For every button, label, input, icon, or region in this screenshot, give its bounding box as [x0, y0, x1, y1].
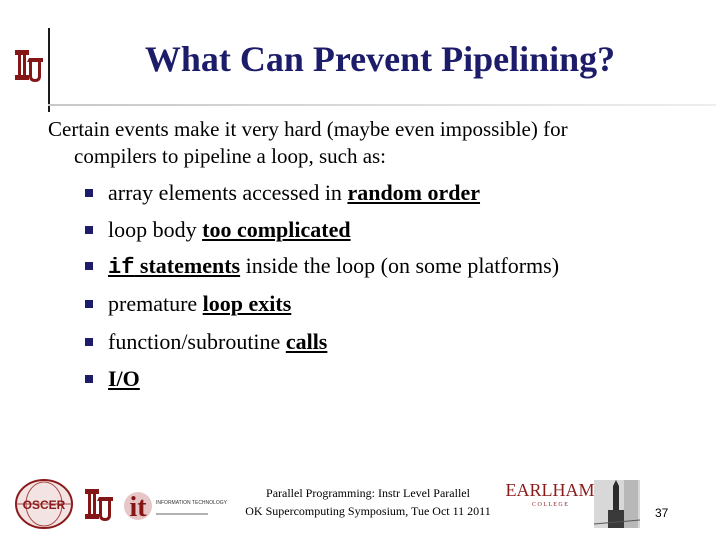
bullet-emphasis: too complicated [202, 217, 351, 242]
footer-line-1: Parallel Programming: Instr Level Parallel [266, 486, 470, 500]
ou-footer-logo-icon [82, 482, 116, 526]
bullet-text: loop body [108, 217, 203, 242]
page-number: 37 [655, 506, 669, 520]
bullet-code-keyword: if [108, 255, 135, 280]
svg-text:INFORMATION TECHNOLOGY: INFORMATION TECHNOLOGY [156, 500, 227, 506]
intro-paragraph [48, 116, 688, 170]
bullet-emphasis: statements [134, 253, 241, 278]
title-vertical-rule [48, 28, 50, 112]
bullet-square-icon [85, 338, 93, 346]
bullet-emphasis: random order [347, 180, 481, 205]
bullet-text: array elements accessed in [108, 180, 348, 205]
bullet-emphasis: calls [285, 329, 328, 354]
it-logo-icon [120, 484, 227, 528]
oscer-logo-icon [14, 478, 74, 530]
ou-logo-icon [12, 44, 46, 86]
bullet-text-after: inside the loop (on some platforms) [240, 253, 560, 278]
tower-photo-icon [594, 480, 640, 528]
svg-text:EARLHAM: EARLHAM [505, 480, 595, 500]
title-horizontal-rule [48, 104, 716, 106]
svg-text:C O L L E G E: C O L L E G E [532, 502, 568, 508]
bullet-square-icon [85, 226, 93, 234]
intro-line-2: compilers to pipeline a loop, such as: [74, 144, 387, 168]
bullet-square-icon [85, 375, 93, 383]
footer-line-2: OK Supercomputing Symposium, Tue Oct 11 2011 [245, 504, 491, 518]
bullet-square-icon [85, 262, 93, 270]
bullet-text: function/subroutine [108, 329, 286, 354]
slide-title: What Can Prevent Pipelining? [144, 39, 616, 79]
intro-line-1: Certain events make it very hard (maybe even impossible) for [48, 117, 568, 141]
footer-text [218, 484, 518, 520]
bullet-text: premature [108, 291, 203, 316]
bullet-emphasis: loop exits [202, 291, 292, 316]
svg-text:it: it [129, 492, 147, 523]
earlham-logo-icon [505, 480, 595, 510]
bullet-emphasis: I/O [108, 366, 140, 391]
svg-text:OSCER: OSCER [22, 498, 66, 512]
bullet-square-icon [85, 189, 93, 197]
bullet-square-icon [85, 300, 93, 308]
